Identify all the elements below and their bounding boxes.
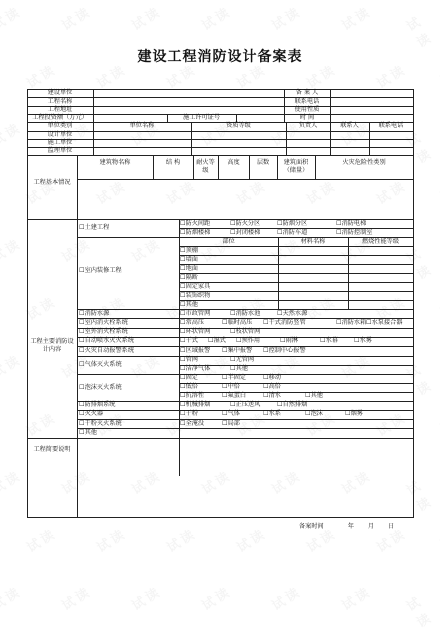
civil-option[interactable] (180, 220, 210, 228)
day-label: 日 (387, 523, 395, 530)
option-label: 隔断 (185, 273, 198, 281)
checkbox-icon[interactable]: ☐ (180, 392, 186, 399)
design-section-label: 工程主要消防设计内容 (30, 338, 74, 353)
option-label: 装饰织物 (185, 291, 211, 299)
system-option[interactable] (236, 337, 260, 345)
units-header: 资质等级 (226, 122, 251, 130)
option-label: 气体灭火系统 (84, 360, 122, 368)
checkbox-icon[interactable]: ☐ (180, 264, 186, 272)
system-item[interactable] (79, 319, 128, 327)
option-label: 地面 (185, 264, 198, 272)
system-option[interactable] (230, 328, 260, 336)
checkbox-icon[interactable]: ☐ (79, 318, 85, 326)
checkbox-icon[interactable]: ☐ (79, 337, 85, 345)
option-label: 消防水池 (235, 309, 261, 317)
checkbox-icon[interactable]: ☐ (230, 365, 236, 372)
checkbox-icon[interactable]: ☐ (277, 219, 283, 227)
option-label: 高倍 (268, 383, 281, 390)
option-label: 灭火器 (84, 410, 104, 418)
extinguisher-option[interactable] (345, 410, 363, 418)
table-rule (179, 365, 413, 366)
extinguisher-option[interactable] (305, 410, 323, 418)
option-label: 区域报警 (185, 346, 211, 354)
system-option[interactable] (230, 310, 260, 318)
units-header: 负责人 (298, 122, 318, 130)
foam-option[interactable] (222, 374, 246, 382)
option-label: 预作用 (241, 337, 261, 345)
option-label: 防火间距 (185, 219, 211, 227)
system-option[interactable] (320, 337, 338, 345)
checkbox-icon[interactable]: ☐ (345, 410, 351, 418)
option-label: 市政管网 (185, 309, 211, 317)
option-label: 无管网 (235, 356, 255, 363)
option-label: 洁净气体 (185, 365, 211, 372)
civil-option[interactable] (180, 229, 210, 237)
system-option[interactable] (263, 319, 306, 327)
basic-header: 建筑面积（储量） (283, 159, 309, 175)
filing-date-label: 备案时间 (299, 523, 324, 530)
unit-type-label: 设计单位 (47, 130, 73, 138)
option-label: 封闭楼梯 (235, 228, 261, 236)
gas-option[interactable] (180, 356, 198, 364)
civil-option[interactable] (336, 229, 373, 237)
unit-type-label: 监理单位 (47, 147, 73, 155)
civil-option[interactable] (277, 229, 307, 237)
civil-works[interactable] (79, 224, 109, 232)
table-rule (93, 89, 94, 122)
checkbox-icon[interactable]: ☐ (277, 309, 283, 317)
option-label: 湿式 (213, 337, 226, 345)
units-header: 单位名称 (129, 122, 155, 130)
checkbox-icon[interactable]: ☐ (263, 318, 269, 326)
system-option[interactable] (277, 310, 307, 318)
table-rule (179, 255, 413, 256)
checkbox-icon[interactable]: ☐ (263, 383, 269, 390)
unit-type-label: 施工单位 (47, 139, 73, 146)
checkbox-icon[interactable]: ☐ (222, 346, 228, 354)
extinguisher-option[interactable] (222, 410, 240, 418)
checkbox-icon[interactable]: ☐ (79, 309, 85, 317)
option-label: 室外消火栓系统 (84, 328, 128, 336)
checkbox-icon[interactable]: ☐ (222, 410, 228, 418)
checkbox-icon[interactable]: ☐ (180, 383, 186, 390)
system-option[interactable] (180, 310, 210, 318)
field-label: 联系电话 (294, 97, 320, 105)
checkbox-icon[interactable]: ☐ (222, 392, 228, 399)
checkbox-icon[interactable]: ☐ (236, 337, 242, 345)
year-label: 年 (347, 523, 354, 530)
option-label: 移动 (268, 374, 281, 381)
civil-option[interactable] (336, 220, 366, 228)
extinguisher-option[interactable] (263, 410, 281, 418)
table-rule (179, 246, 413, 247)
option-label: 水系 (268, 410, 281, 418)
summary-label: 工程简要说明 (33, 445, 71, 453)
table-rule (77, 438, 78, 517)
option-label: 室内装修工程 (84, 267, 122, 274)
table-rule (179, 300, 413, 301)
option-label: 其他 (235, 365, 248, 372)
table-rule (77, 428, 413, 429)
option-label: 控制中心报警 (268, 346, 306, 354)
system-option[interactable] (222, 319, 252, 327)
smoke-option[interactable] (277, 401, 307, 409)
option-label: 气体 (227, 410, 240, 418)
option-label: 泡沫 (310, 410, 323, 418)
table-rule (167, 114, 168, 122)
interior-header: 材料名称 (300, 237, 326, 245)
option-label: 烟雾 (350, 410, 363, 418)
checkbox-icon[interactable]: ☐ (180, 273, 186, 281)
checkbox-icon[interactable]: ☐ (180, 228, 186, 236)
table-border (27, 89, 28, 517)
checkbox-icon[interactable]: ☐ (230, 309, 236, 317)
checkbox-icon[interactable]: ☐ (222, 318, 228, 326)
basic-header: 耐火等级 (196, 159, 215, 175)
table-rule (27, 517, 413, 518)
table-rule (77, 419, 413, 420)
table-rule (77, 179, 413, 180)
foam-option[interactable] (305, 392, 323, 400)
system-option[interactable] (354, 337, 372, 345)
system-option[interactable] (222, 347, 252, 355)
field-label: 使用性质 (294, 105, 320, 113)
checkbox-icon[interactable]: ☐ (230, 356, 236, 363)
checkbox-icon[interactable]: ☐ (230, 328, 236, 336)
checkbox-icon[interactable]: ☐ (180, 255, 186, 263)
checkbox-icon[interactable]: ☐ (230, 401, 236, 408)
checkbox-icon[interactable]: ☐ (79, 419, 85, 427)
other-item[interactable] (79, 429, 97, 437)
extinguisher[interactable] (79, 410, 103, 418)
checkbox-icon[interactable]: ☐ (180, 419, 186, 427)
system-option[interactable] (180, 347, 210, 355)
units-header: 联系电话 (378, 122, 404, 130)
page-title: 建设工程消防设计备案表 (137, 49, 303, 65)
option-label: 水泵接合器 (371, 318, 403, 326)
option-label: 清水 (268, 392, 281, 399)
option-label: 防火分区 (235, 219, 261, 227)
option-label: 环状管网 (185, 328, 211, 336)
option-label: 自动喷水灭火系统 (84, 337, 135, 345)
checkbox-icon[interactable]: ☐ (277, 401, 283, 408)
checkbox-icon[interactable]: ☐ (366, 318, 372, 326)
option-label: 干式 (185, 337, 198, 345)
foam-option[interactable] (222, 383, 240, 391)
checkbox-icon[interactable]: ☐ (79, 328, 85, 336)
checkbox-icon[interactable]: ☐ (230, 228, 236, 236)
checkbox-icon[interactable]: ☐ (180, 291, 186, 299)
checkbox-icon[interactable]: ☐ (180, 365, 186, 372)
option-label: 全淹没 (185, 419, 205, 427)
checkbox-icon[interactable]: ☐ (79, 383, 85, 391)
foam-option[interactable] (263, 383, 281, 391)
table-rule (179, 273, 413, 274)
system-item[interactable] (79, 310, 109, 318)
checkbox-icon[interactable]: ☐ (79, 401, 85, 408)
option-label: 其他 (185, 300, 198, 308)
option-label: 半固定 (227, 374, 247, 381)
checkbox-icon[interactable]: ☐ (180, 328, 186, 336)
field-label: 建设单位 (47, 89, 73, 97)
gas-option[interactable] (180, 365, 210, 373)
field-label: 施工许可证号 (182, 114, 221, 122)
table-rule (179, 264, 413, 265)
interior-item[interactable] (180, 301, 198, 309)
option-label: 自然排烟 (282, 401, 308, 408)
table-rule (179, 282, 413, 283)
option-label: 干式消防竖管 (268, 318, 306, 326)
foam-option[interactable] (180, 383, 198, 391)
option-label: 水雾 (359, 337, 372, 345)
field-label: 备 案 人 (295, 89, 319, 97)
checkbox-icon[interactable]: ☐ (222, 374, 228, 381)
interior-item[interactable] (180, 274, 198, 282)
foam-option[interactable] (222, 392, 246, 400)
option-label: 消防控制室 (341, 228, 373, 236)
table-rule (236, 114, 237, 122)
checkbox-icon[interactable]: ☐ (79, 428, 85, 436)
field-label: 时 间 (299, 114, 315, 122)
checkbox-icon[interactable]: ☐ (79, 223, 85, 231)
dry-powder-system[interactable] (79, 420, 122, 428)
option-label: 枝状管网 (235, 328, 261, 336)
option-label: 管网 (185, 356, 198, 363)
checkbox-icon[interactable]: ☐ (336, 219, 342, 227)
option-label: 集中报警 (227, 346, 253, 354)
option-label: 土建工程 (84, 223, 110, 231)
checkbox-icon[interactable]: ☐ (180, 401, 186, 408)
option-label: 消防水源 (84, 309, 110, 317)
system-item[interactable] (79, 347, 134, 355)
checkbox-icon[interactable]: ☐ (79, 267, 85, 274)
option-label: 火灾自动报警系统 (84, 346, 135, 354)
checkbox-icon[interactable]: ☐ (180, 282, 186, 290)
system-option[interactable] (208, 337, 226, 345)
foam-option[interactable] (263, 374, 281, 382)
foam-option[interactable] (180, 374, 198, 382)
checkbox-icon[interactable]: ☐ (180, 300, 186, 308)
foam-system[interactable] (79, 384, 122, 392)
checkbox-icon[interactable]: ☐ (305, 392, 311, 399)
checkbox-icon[interactable]: ☐ (180, 337, 186, 345)
filing-date-footer (299, 521, 394, 530)
option-label: 干粉 (185, 410, 198, 418)
foam-option[interactable] (180, 392, 204, 400)
checkbox-icon[interactable]: ☐ (180, 318, 186, 326)
option-label: 氟蛋白 (227, 392, 247, 399)
option-label: 中倍 (227, 383, 240, 390)
checkbox-icon[interactable]: ☐ (180, 246, 186, 254)
option-label: 防烟楼梯 (185, 228, 211, 236)
option-label: 水幕 (325, 337, 338, 345)
checkbox-icon[interactable]: ☐ (180, 356, 186, 363)
option-label: 雨淋 (285, 337, 298, 345)
option-label: 墙面 (185, 255, 198, 263)
checkbox-icon[interactable]: ☐ (280, 337, 286, 345)
table-rule (179, 291, 413, 292)
interior-item[interactable] (180, 292, 210, 300)
system-option[interactable] (280, 337, 298, 345)
checkbox-icon[interactable]: ☐ (263, 346, 269, 354)
units-header: 联系人 (340, 122, 359, 130)
dry-powder-option[interactable] (180, 420, 204, 428)
gas-option[interactable] (230, 356, 254, 364)
option-label: 防排烟系统 (84, 401, 116, 408)
option-label: 固定 (185, 374, 198, 381)
checkbox-icon[interactable]: ☐ (354, 337, 360, 345)
option-label: 正压送风 (235, 401, 261, 408)
option-label: 常高压 (185, 318, 205, 326)
field-label: 工程地址 (47, 105, 73, 113)
interior-header: 燃烧性能等级 (361, 237, 400, 245)
civil-option[interactable] (277, 220, 307, 228)
basic-header: 结 构 (165, 159, 181, 167)
checkbox-icon[interactable]: ☐ (79, 346, 85, 354)
option-label: 消防水箱 (341, 318, 367, 326)
basic-header: 高度 (227, 159, 240, 167)
option-label: 固定家具 (185, 282, 211, 290)
table-rule (179, 392, 413, 393)
option-label: 抗溶性 (185, 392, 205, 399)
checkbox-icon[interactable]: ☐ (263, 410, 269, 418)
checkbox-icon[interactable]: ☐ (208, 337, 214, 345)
basic-header: 层数 (256, 159, 270, 167)
smoke-option[interactable] (180, 401, 210, 409)
system-item[interactable] (79, 328, 128, 336)
table-rule (179, 228, 413, 229)
interior-item[interactable] (180, 256, 198, 264)
option-label: 消防电梯 (341, 219, 367, 227)
interior-item[interactable] (180, 265, 198, 273)
interior-item[interactable] (180, 247, 198, 255)
table-rule (284, 89, 285, 122)
system-option[interactable] (263, 347, 306, 355)
extinguisher-option[interactable] (180, 410, 198, 418)
dry-powder-option[interactable] (222, 420, 240, 428)
gas-option[interactable] (230, 365, 248, 373)
checkbox-icon[interactable]: ☐ (263, 392, 269, 399)
option-label: 防烟分区 (282, 219, 308, 227)
basic-header: 火灾危险性类别 (342, 159, 386, 167)
checkbox-icon[interactable]: ☐ (180, 309, 186, 317)
smoke-option[interactable] (230, 401, 260, 409)
option-label: 低倍 (185, 383, 198, 390)
system-option[interactable] (180, 337, 198, 345)
interior-header: 部位 (222, 237, 235, 245)
table-rule (330, 89, 331, 122)
option-label: 顶棚 (185, 246, 198, 254)
checkbox-icon[interactable]: ☐ (222, 419, 228, 427)
checkbox-icon[interactable]: ☐ (263, 374, 269, 381)
interior-item[interactable] (180, 283, 210, 291)
field-label: 工程投资额（万元） (32, 114, 88, 122)
month-label: 月 (367, 523, 374, 530)
field-label: 工程名称 (47, 97, 73, 105)
checkbox-icon[interactable]: ☐ (336, 228, 342, 236)
system-option[interactable] (336, 319, 366, 327)
checkbox-icon[interactable]: ☐ (222, 383, 228, 390)
basic-section-label: 工程基本情况 (33, 179, 71, 187)
checkbox-icon[interactable]: ☐ (180, 374, 186, 381)
checkbox-icon[interactable]: ☐ (180, 219, 186, 227)
gas-system[interactable] (79, 361, 122, 369)
checkbox-icon[interactable]: ☐ (79, 410, 85, 418)
checkbox-icon[interactable]: ☐ (79, 360, 85, 368)
civil-option[interactable] (230, 220, 260, 228)
system-option[interactable] (366, 319, 403, 327)
checkbox-icon[interactable]: ☐ (320, 337, 326, 345)
checkbox-icon[interactable]: ☐ (305, 410, 311, 418)
foam-option[interactable] (263, 392, 281, 400)
option-label: 其他 (84, 428, 97, 436)
smoke-system[interactable] (79, 401, 116, 409)
system-option[interactable] (180, 319, 204, 327)
option-label: 局部 (227, 419, 240, 427)
table-rule (179, 383, 413, 384)
basic-header: 建筑物名称 (99, 159, 131, 167)
checkbox-icon[interactable]: ☐ (277, 228, 283, 236)
system-option[interactable] (180, 328, 210, 336)
table-rule (27, 155, 413, 156)
option-label: 干粉灭火系统 (84, 419, 122, 427)
table-border (413, 89, 414, 518)
interior-works[interactable] (79, 267, 122, 275)
civil-option[interactable] (230, 229, 260, 237)
option-label: 天然水源 (282, 309, 308, 317)
checkbox-icon[interactable]: ☐ (180, 410, 186, 418)
checkbox-icon[interactable]: ☐ (230, 219, 236, 227)
option-label: 临时高压 (227, 318, 253, 326)
table-rule (27, 438, 413, 439)
option-label: 泡沫灭火系统 (84, 383, 122, 391)
option-label: 机械排烟 (185, 401, 211, 408)
system-item[interactable] (79, 337, 134, 345)
checkbox-icon[interactable]: ☐ (180, 346, 186, 354)
option-label: 消防车道 (282, 228, 308, 236)
checkbox-icon[interactable]: ☐ (336, 318, 342, 326)
option-label: 其他 (310, 392, 323, 399)
option-label: 室内消火栓系统 (84, 318, 128, 326)
units-header: 单位类别 (47, 122, 73, 130)
